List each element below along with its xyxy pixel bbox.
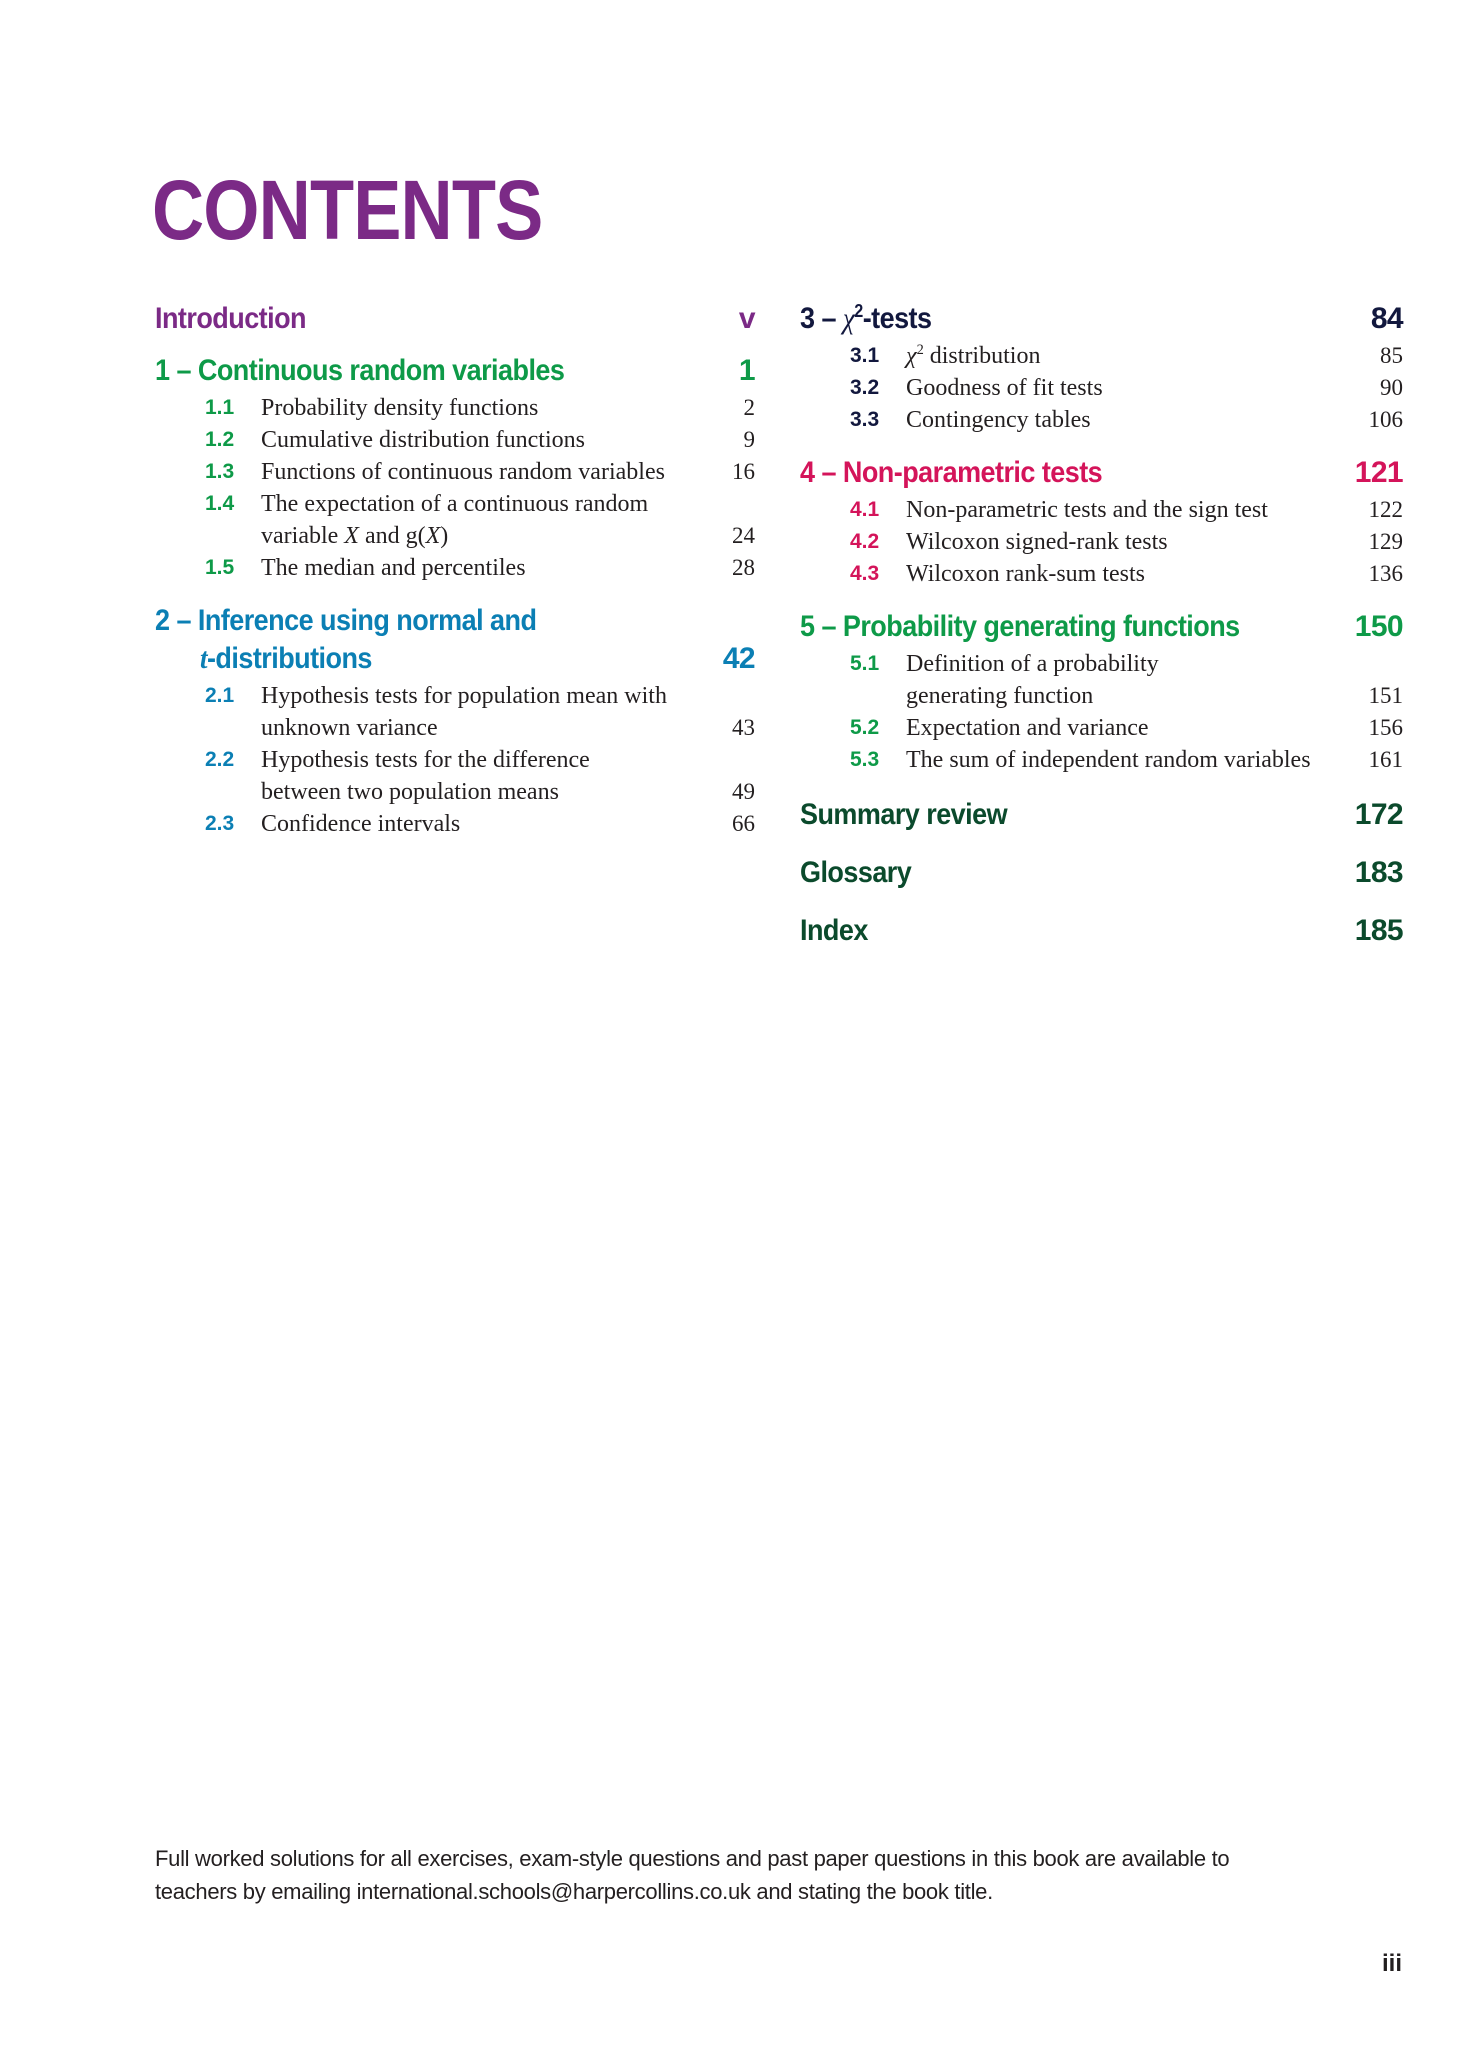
introduction-page: v [738,302,755,335]
section-page: 24 [732,523,755,548]
math-variable: t [200,642,207,675]
section-title-line2: unknown variance [261,715,438,741]
section-page: 85 [1380,343,1403,368]
footer-note-line2: teachers by emailing international.schools@harpercollins.co.uk and stating the book title. [155,1879,993,1904]
chapter-title: 4 – Non-parametric tests [800,456,1103,489]
section-title-line2: variable X and g(X) [261,523,449,549]
section-page: 43 [732,715,755,740]
footer-note-line1: Full worked solutions for all exercises, exam-style questions and past paper questions in this book are available to [155,1846,1230,1871]
section-number: 4.1 [850,498,880,521]
backmatter-title: Summary review [800,798,1008,831]
section-1-5[interactable] [155,552,755,584]
section-1-3[interactable] [155,456,755,488]
chapter-title-suffix: -tests [862,302,932,335]
section-page: 2 [743,395,755,420]
section-title: Non-parametric tests and the sign test [906,497,1268,523]
section-1-2[interactable] [155,424,755,456]
math-variable: X [344,523,359,549]
chapter-title [800,300,931,338]
section-title [906,648,1359,712]
chapter-3 [800,300,1403,436]
superscript: 2 [854,301,863,321]
section-number: 3.2 [850,376,880,399]
superscript: 2 [916,342,924,358]
section-3-1[interactable] [800,340,1403,372]
chapter-5 [800,608,1403,776]
section-page: 66 [732,811,755,836]
section-title: Goodness of fit tests [906,375,1103,401]
section-title [261,488,711,552]
section-title: Wilcoxon signed-rank tests [906,529,1168,555]
section-page: 28 [732,555,755,580]
section-number: 5.3 [850,748,880,771]
section-title-text: distribution [923,343,1041,369]
section-number: 2.2 [205,748,235,771]
section-title: Contingency tables [906,407,1091,433]
section-number: 2.1 [205,684,235,707]
chapter-5-heading[interactable] [800,608,1403,646]
section-5-3[interactable] [800,744,1403,776]
section-page: 156 [1368,715,1403,740]
section-page: 106 [1368,407,1403,432]
chi-symbol: χ [906,343,917,369]
toc-entry-summary-review[interactable] [800,796,1403,834]
toc-entry-introduction[interactable] [155,300,755,338]
section-title: The median and percentiles [261,555,526,581]
chapter-title-line2: t-distributions [200,642,372,675]
section-page: 151 [1368,683,1403,708]
section-title-line2: generating function [906,683,1094,709]
chapter-title: 5 – Probability generating functions [800,610,1240,643]
chapter-page: 121 [1354,456,1403,489]
footer-note [155,1842,1415,1908]
section-page: 136 [1368,561,1403,586]
section-5-2[interactable] [800,712,1403,744]
section-title: Wilcoxon rank-sum tests [906,561,1145,587]
section-title-line1: Definition of a probability [906,651,1159,677]
section-1-1[interactable] [155,392,755,424]
contents-right-column [800,300,1403,950]
backmatter-page: 172 [1354,798,1403,831]
section-page: 122 [1368,497,1403,522]
chapter-4-heading[interactable] [800,454,1403,492]
section-page: 49 [732,779,755,804]
section-page: 129 [1368,529,1403,554]
chapter-page: 42 [722,642,755,675]
section-page: 90 [1380,375,1403,400]
section-3-3[interactable] [800,404,1403,436]
chapter-4 [800,454,1403,590]
section-4-2[interactable] [800,526,1403,558]
section-title [261,744,711,808]
section-4-1[interactable] [800,494,1403,526]
backmatter-title: Index [800,914,868,947]
section-3-2[interactable] [800,372,1403,404]
section-number: 5.1 [850,652,880,675]
section-number: 4.3 [850,562,880,585]
section-number: 1.5 [205,556,235,579]
chapter-title-prefix: 3 – [800,302,843,335]
section-title: Functions of continuous random variables [261,459,665,485]
section-page: 16 [732,459,755,484]
chapter-page: 84 [1370,302,1403,335]
math-variable: X [425,523,441,549]
chapter-title-line1: 2 – Inference using normal and [155,604,537,637]
chapter-3-heading[interactable] [800,300,1403,338]
section-1-4[interactable] [155,488,755,552]
section-title: Confidence intervals [261,811,461,837]
chapter-1 [155,352,755,584]
page-number: iii [1381,1950,1402,1977]
section-title: Cumulative distribution functions [261,427,585,453]
section-2-3[interactable] [155,808,755,840]
backmatter-page: 185 [1354,914,1403,947]
section-number: 5.2 [850,716,880,739]
section-2-1[interactable] [155,680,755,744]
section-number: 4.2 [850,530,880,553]
page-title: CONTENTS [152,163,543,257]
chapter-title [155,602,536,678]
section-title: Probability density functions [261,395,539,421]
section-page: 9 [743,427,755,452]
contents-left-column [155,300,755,858]
section-title: The sum of independent random variables [906,747,1311,773]
toc-entry-index[interactable] [800,912,1403,950]
section-title-line2: between two population means [261,779,559,805]
chapter-1-heading[interactable] [155,352,755,390]
introduction-title: Introduction [155,302,306,335]
section-4-3[interactable] [800,558,1403,590]
chi-symbol: χ [842,302,855,335]
chapter-page: 1 [738,354,755,387]
section-number: 1.4 [205,492,235,515]
section-title-line1: Hypothesis tests for population mean with [261,683,667,709]
chapter-page: 150 [1354,610,1403,643]
chapter-title: 1 – Continuous random variables [155,354,565,387]
section-title [906,340,1359,372]
section-number: 1.3 [205,460,235,483]
section-title [261,680,711,744]
toc-entry-glossary[interactable] [800,854,1403,892]
section-title-line1: The expectation of a continuous random [261,491,649,517]
section-number: 1.2 [205,428,235,451]
chapter-2-heading[interactable] [155,602,755,678]
section-number: 1.1 [205,396,235,419]
backmatter-title: Glossary [800,856,912,889]
section-title-line1: Hypothesis tests for the difference [261,747,590,773]
section-2-2[interactable] [155,744,755,808]
chapter-2 [155,602,755,840]
section-number: 3.3 [850,408,880,431]
section-number: 3.1 [850,344,880,367]
backmatter-page: 183 [1354,856,1403,889]
section-5-1[interactable] [800,648,1403,712]
section-number: 2.3 [205,812,235,835]
section-page: 161 [1368,747,1403,772]
section-title: Expectation and variance [906,715,1149,741]
